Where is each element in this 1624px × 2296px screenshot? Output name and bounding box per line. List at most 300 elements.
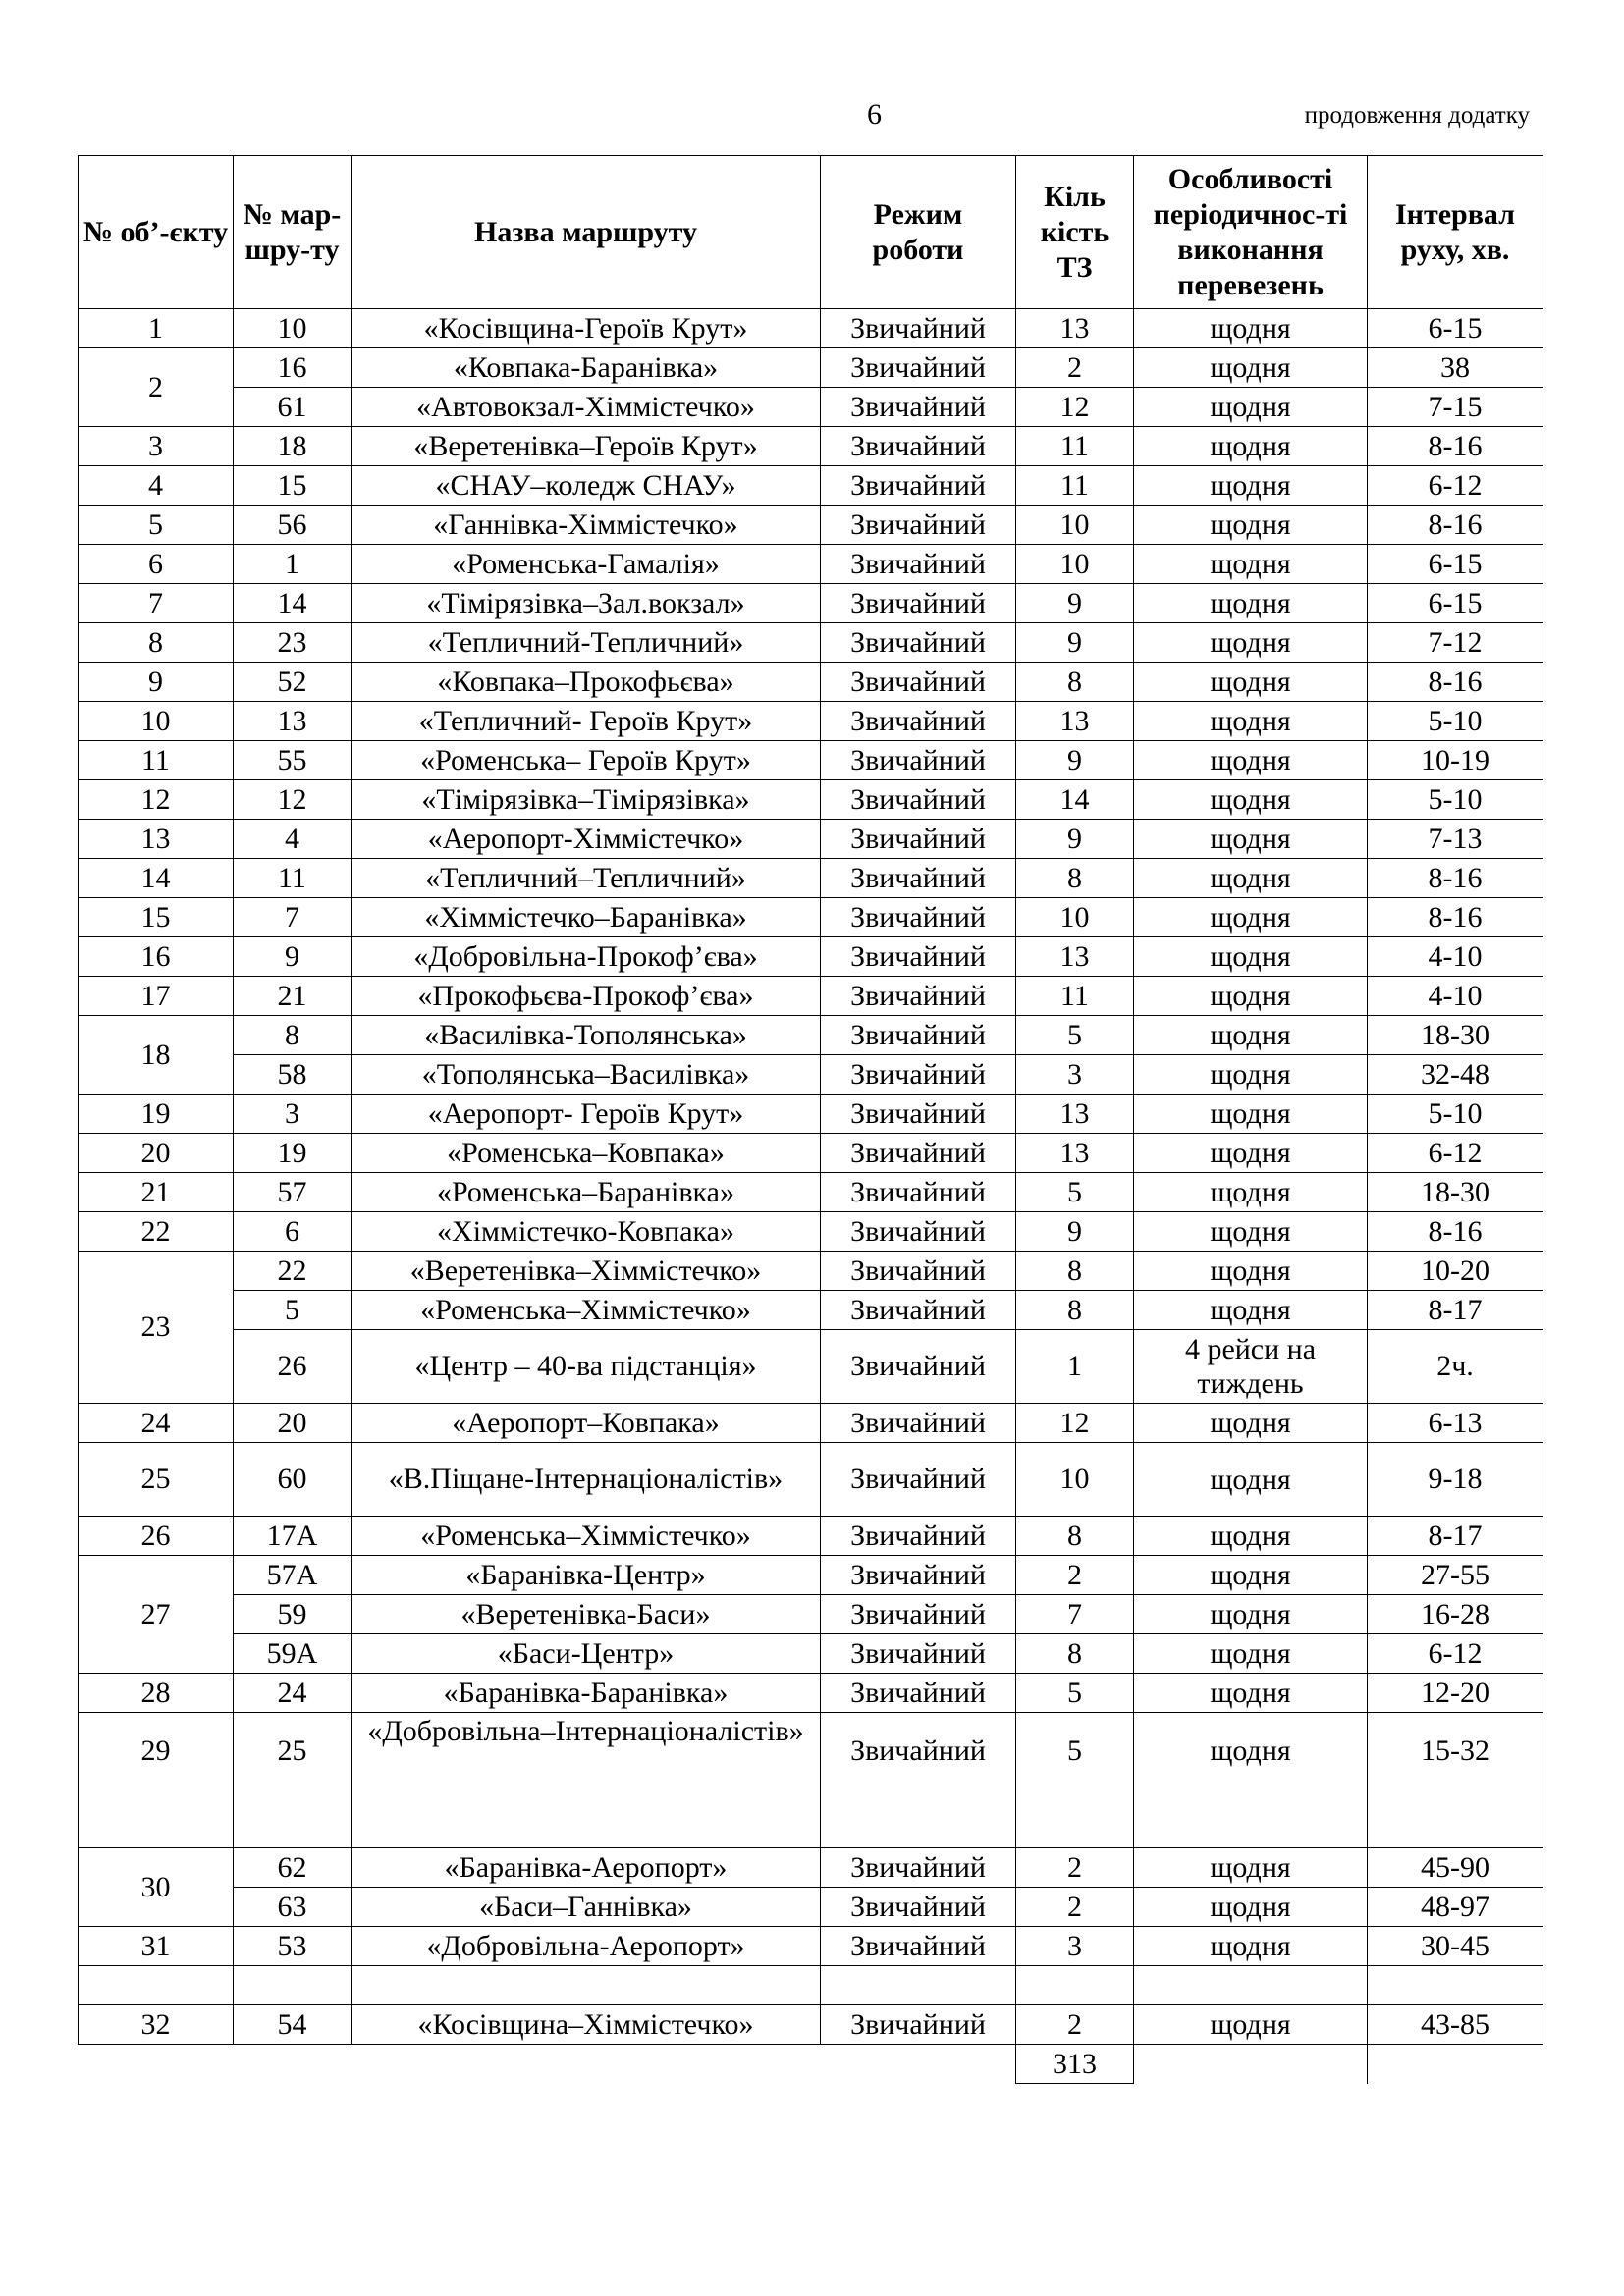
cell-vehicle-count: 13 — [1016, 937, 1134, 977]
table-row — [79, 506, 1543, 545]
table-row — [79, 780, 1543, 820]
cell-object-number: 20 — [79, 1134, 234, 1173]
cell-interval: 48-97 — [1368, 1888, 1543, 1927]
cell-route-name: «Хіммістечко-Ковпака» — [352, 1212, 821, 1252]
cell-route-name: «Роменська–Хіммістечко» — [352, 1517, 821, 1556]
cell-interval: 6-15 — [1368, 584, 1543, 623]
cell-interval: 16-28 — [1368, 1595, 1543, 1634]
cell-interval: 7-13 — [1368, 820, 1543, 859]
cell-interval: 6-12 — [1368, 1134, 1543, 1173]
cell-interval: 5-10 — [1368, 1095, 1543, 1134]
cell-work-mode: Звичайний — [821, 1713, 1016, 1848]
cell-route-number: 1 — [234, 545, 352, 584]
cell-periodicity: щодня — [1134, 1556, 1368, 1595]
cell-route-number: 5 — [234, 1291, 352, 1330]
cell-work-mode: Звичайний — [821, 1595, 1016, 1634]
table-row — [79, 388, 1543, 427]
cell-route-name: «Ганнівка-Хіммістечко» — [352, 506, 821, 545]
cell-vehicle-count: 8 — [1016, 859, 1134, 898]
cell-vehicle-count: 11 — [1016, 466, 1134, 506]
cell-route-number: 25 — [234, 1713, 352, 1848]
cell-interval: 6-15 — [1368, 545, 1543, 584]
cell-periodicity: щодня — [1134, 545, 1368, 584]
cell-periodicity: щодня — [1134, 1252, 1368, 1291]
table-body — [79, 309, 1543, 2084]
table-row — [79, 1212, 1543, 1252]
cell-periodicity: щодня — [1134, 1595, 1368, 1634]
cell-route-number: 15 — [234, 466, 352, 506]
cell-interval: 18-30 — [1368, 1016, 1543, 1055]
col-object-number: № об’-єкту — [79, 156, 234, 309]
cell-route-number: 21 — [234, 977, 352, 1016]
cell-periodicity: щодня — [1134, 1674, 1368, 1713]
table-row — [79, 1095, 1543, 1134]
cell-vehicle-count: 9 — [1016, 623, 1134, 663]
cell-interval: 4-10 — [1368, 937, 1543, 977]
cell-route-name: «Центр – 40-ва підстанція» — [352, 1330, 821, 1404]
cell-route-name: «Добровільна-Прокоф’єва» — [352, 937, 821, 977]
cell-route-number: 59А — [234, 1634, 352, 1674]
cell-route-number: 24 — [234, 1674, 352, 1713]
cell-route-name: «Баси–Ганнівка» — [352, 1888, 821, 1927]
cell-route-name: «Веретенівка–Героїв Крут» — [352, 427, 821, 466]
cell-vehicle-count: 14 — [1016, 780, 1134, 820]
cell-periodicity: щодня — [1134, 506, 1368, 545]
cell-vehicle-count: 13 — [1016, 1095, 1134, 1134]
cell-periodicity: щодня — [1134, 1016, 1368, 1055]
cell-vehicle-count: 13 — [1016, 702, 1134, 741]
cell-interval: 27-55 — [1368, 1556, 1543, 1595]
cell-work-mode: Звичайний — [821, 1252, 1016, 1291]
cell-periodicity: щодня — [1134, 1634, 1368, 1674]
cell-object-number: 1 — [79, 309, 234, 348]
cell-interval: 38 — [1368, 348, 1543, 388]
cell-object-number: 14 — [79, 859, 234, 898]
cell-periodicity: щодня — [1134, 741, 1368, 780]
cell-work-mode: Звичайний — [821, 348, 1016, 388]
cell-work-mode: Звичайний — [821, 937, 1016, 977]
cell-route-number: 11 — [234, 859, 352, 898]
table-row — [79, 545, 1543, 584]
table-row — [79, 1517, 1543, 1556]
table-row — [79, 466, 1543, 506]
cell-route-number: 10 — [234, 309, 352, 348]
cell-route-name — [352, 1966, 821, 2005]
table-row — [79, 702, 1543, 741]
table-row — [79, 1291, 1543, 1330]
cell-interval: 12-20 — [1368, 1674, 1543, 1713]
cell-vehicle-count: 9 — [1016, 820, 1134, 859]
cell-periodicity: щодня — [1134, 1713, 1368, 1848]
cell-vehicle-count: 10 — [1016, 1443, 1134, 1517]
cell-route-number: 60 — [234, 1443, 352, 1517]
cell-route-name: «Роменська-Гамалія» — [352, 545, 821, 584]
table-row — [79, 1888, 1543, 1927]
cell-periodicity: щодня — [1134, 1888, 1368, 1927]
cell-work-mode: Звичайний — [821, 1634, 1016, 1674]
cell-route-name: «Косівщина–Хіммістечко» — [352, 2005, 821, 2045]
table-row — [79, 1055, 1543, 1095]
table-header-row — [79, 156, 1543, 309]
col-route-number: № мар-шру-ту — [234, 156, 352, 309]
cell-periodicity: щодня — [1134, 2005, 1368, 2045]
cell-periodicity: щодня — [1134, 898, 1368, 937]
page-number: 6 — [867, 98, 882, 131]
cell-interval: 32-48 — [1368, 1055, 1543, 1095]
cell-interval: 8-16 — [1368, 427, 1543, 466]
cell-route-number: 22 — [234, 1252, 352, 1291]
cell-interval: 8-17 — [1368, 1517, 1543, 1556]
cell-object-number: 17 — [79, 977, 234, 1016]
cell-interval: 6-13 — [1368, 1404, 1543, 1443]
cell-object-number: 31 — [79, 1927, 234, 1966]
cell-route-name: «Тімірязівка–Тімірязівка» — [352, 780, 821, 820]
cell-work-mode: Звичайний — [821, 1330, 1016, 1404]
cell-periodicity: щодня — [1134, 1291, 1368, 1330]
cell-interval: 15-32 — [1368, 1713, 1543, 1848]
table-row — [79, 1252, 1543, 1291]
cell-vehicle-count: 13 — [1016, 1134, 1134, 1173]
cell-periodicity — [1134, 1966, 1368, 2005]
cell-route-name: «Роменська–Хіммістечко» — [352, 1291, 821, 1330]
cell-interval: 2ч. — [1368, 1330, 1543, 1404]
total-spacer — [352, 2045, 821, 2084]
cell-work-mode: Звичайний — [821, 780, 1016, 820]
cell-vehicle-count: 5 — [1016, 1713, 1134, 1848]
table-row — [79, 741, 1543, 780]
cell-route-name: «Веретенівка-Баси» — [352, 1595, 821, 1634]
cell-interval: 4-10 — [1368, 977, 1543, 1016]
cell-work-mode: Звичайний — [821, 859, 1016, 898]
cell-periodicity: щодня — [1134, 309, 1368, 348]
cell-object-number: 9 — [79, 663, 234, 702]
cell-work-mode: Звичайний — [821, 1095, 1016, 1134]
cell-work-mode: Звичайний — [821, 1556, 1016, 1595]
cell-route-name: «Роменська–Ковпака» — [352, 1134, 821, 1173]
table-row — [79, 859, 1543, 898]
col-work-mode: Режим роботи — [821, 156, 1016, 309]
cell-object-number: 21 — [79, 1173, 234, 1212]
cell-work-mode: Звичайний — [821, 1848, 1016, 1888]
cell-route-number: 13 — [234, 702, 352, 741]
cell-route-number: 9 — [234, 937, 352, 977]
cell-route-number: 20 — [234, 1404, 352, 1443]
cell-vehicle-count: 5 — [1016, 1674, 1134, 1713]
cell-object-number: 26 — [79, 1517, 234, 1556]
cell-work-mode: Звичайний — [821, 663, 1016, 702]
cell-route-number: 55 — [234, 741, 352, 780]
cell-route-number: 14 — [234, 584, 352, 623]
cell-work-mode: Звичайний — [821, 2005, 1016, 2045]
cell-interval: 5-10 — [1368, 780, 1543, 820]
cell-periodicity: щодня — [1134, 388, 1368, 427]
cell-interval: 18-30 — [1368, 1173, 1543, 1212]
cell-work-mode: Звичайний — [821, 898, 1016, 937]
cell-route-number: 57А — [234, 1556, 352, 1595]
cell-work-mode: Звичайний — [821, 702, 1016, 741]
total-spacer — [1134, 2045, 1368, 2084]
cell-object-number: 4 — [79, 466, 234, 506]
cell-object-number: 29 — [79, 1713, 234, 1848]
cell-work-mode: Звичайний — [821, 1016, 1016, 1055]
cell-vehicle-count — [1016, 1966, 1134, 2005]
table-row — [79, 1556, 1543, 1595]
cell-route-number: 12 — [234, 780, 352, 820]
table-row — [79, 1966, 1543, 2005]
cell-interval: 8-16 — [1368, 506, 1543, 545]
cell-object-number — [79, 1966, 234, 2005]
total-spacer — [79, 2045, 234, 2084]
col-periodicity: Особливості періодичнос-ті виконання перевезень — [1134, 156, 1368, 309]
table-row — [79, 1404, 1543, 1443]
cell-object-number: 2 — [79, 348, 234, 427]
cell-periodicity: щодня — [1134, 937, 1368, 977]
cell-work-mode: Звичайний — [821, 1443, 1016, 1517]
cell-route-name: «Тепличний-Тепличний» — [352, 623, 821, 663]
cell-route-name: «Баранівка-Центр» — [352, 1556, 821, 1595]
cell-periodicity: щодня — [1134, 1212, 1368, 1252]
cell-route-name: «Баси-Центр» — [352, 1634, 821, 1674]
col-vehicle-count: Кіль кість ТЗ — [1016, 156, 1134, 309]
cell-route-name: «Аеропорт- Героїв Крут» — [352, 1095, 821, 1134]
cell-route-number: 16 — [234, 348, 352, 388]
cell-object-number: 5 — [79, 506, 234, 545]
cell-work-mode: Звичайний — [821, 466, 1016, 506]
cell-route-name: «Ковпака–Прокофьєва» — [352, 663, 821, 702]
cell-route-name: «Тепличний- Героїв Крут» — [352, 702, 821, 741]
cell-work-mode: Звичайний — [821, 741, 1016, 780]
cell-periodicity: щодня — [1134, 1055, 1368, 1095]
cell-route-name: «Добровільна–Інтернаціоналістів» — [352, 1713, 821, 1848]
cell-work-mode: Звичайний — [821, 977, 1016, 1016]
cell-periodicity: щодня — [1134, 1134, 1368, 1173]
cell-route-name: «Ковпака-Баранівка» — [352, 348, 821, 388]
cell-route-name: «Баранівка-Аеропорт» — [352, 1848, 821, 1888]
cell-vehicle-count: 9 — [1016, 584, 1134, 623]
cell-route-name: «Автовокзал-Хіммістечко» — [352, 388, 821, 427]
cell-route-number: 4 — [234, 820, 352, 859]
cell-interval: 45-90 — [1368, 1848, 1543, 1888]
cell-work-mode: Звичайний — [821, 427, 1016, 466]
cell-periodicity: щодня — [1134, 1517, 1368, 1556]
cell-vehicle-count: 2 — [1016, 348, 1134, 388]
cell-interval — [1368, 1966, 1543, 2005]
cell-object-number: 23 — [79, 1252, 234, 1404]
cell-work-mode: Звичайний — [821, 309, 1016, 348]
cell-periodicity: щодня — [1134, 859, 1368, 898]
cell-vehicle-count: 2 — [1016, 2005, 1134, 2045]
total-spacer — [234, 2045, 352, 2084]
table-row — [79, 898, 1543, 937]
cell-vehicle-count: 2 — [1016, 1556, 1134, 1595]
cell-route-name: «Добровільна-Аеропорт» — [352, 1927, 821, 1966]
cell-route-number: 59 — [234, 1595, 352, 1634]
cell-interval: 6-12 — [1368, 1634, 1543, 1674]
cell-route-name: «Роменська–Баранівка» — [352, 1173, 821, 1212]
cell-route-name: «Аеропорт-Хіммістечко» — [352, 820, 821, 859]
table-row — [79, 1927, 1543, 1966]
cell-object-number: 22 — [79, 1212, 234, 1252]
cell-object-number: 27 — [79, 1556, 234, 1674]
cell-object-number: 15 — [79, 898, 234, 937]
cell-route-number: 17А — [234, 1517, 352, 1556]
total-spacer — [821, 2045, 1016, 2084]
cell-vehicle-count: 9 — [1016, 741, 1134, 780]
cell-vehicle-count: 8 — [1016, 663, 1134, 702]
cell-periodicity: щодня — [1134, 427, 1368, 466]
cell-object-number: 24 — [79, 1404, 234, 1443]
cell-interval: 8-16 — [1368, 898, 1543, 937]
cell-interval: 6-15 — [1368, 309, 1543, 348]
cell-route-number: 61 — [234, 388, 352, 427]
cell-route-number: 58 — [234, 1055, 352, 1095]
cell-interval: 10-20 — [1368, 1252, 1543, 1291]
cell-vehicle-count: 8 — [1016, 1291, 1134, 1330]
cell-route-number: 19 — [234, 1134, 352, 1173]
cell-route-name: «Хіммістечко–Баранівка» — [352, 898, 821, 937]
cell-route-name: «Аеропорт–Ковпака» — [352, 1404, 821, 1443]
cell-work-mode: Звичайний — [821, 1888, 1016, 1927]
cell-object-number: 10 — [79, 702, 234, 741]
col-interval: Інтервал руху, хв. — [1368, 156, 1543, 309]
cell-route-number: 52 — [234, 663, 352, 702]
cell-route-name: «Баранівка-Баранівка» — [352, 1674, 821, 1713]
cell-periodicity: щодня — [1134, 820, 1368, 859]
cell-route-name: «Прокофьєва-Прокоф’єва» — [352, 977, 821, 1016]
table-row — [79, 1016, 1543, 1055]
cell-vehicle-count: 9 — [1016, 1212, 1134, 1252]
cell-route-name: «Тімірязівка–Зал.вокзал» — [352, 584, 821, 623]
cell-route-name: «Косівщина-Героїв Крут» — [352, 309, 821, 348]
cell-vehicle-count: 10 — [1016, 545, 1134, 584]
cell-object-number: 30 — [79, 1848, 234, 1927]
cell-object-number: 19 — [79, 1095, 234, 1134]
table-row — [79, 1848, 1543, 1888]
cell-interval: 8-16 — [1368, 859, 1543, 898]
cell-object-number: 11 — [79, 741, 234, 780]
cell-periodicity: щодня — [1134, 623, 1368, 663]
cell-interval: 8-17 — [1368, 1291, 1543, 1330]
cell-vehicle-count: 8 — [1016, 1634, 1134, 1674]
cell-vehicle-count: 1 — [1016, 1330, 1134, 1404]
cell-interval: 10-19 — [1368, 741, 1543, 780]
routes-table — [78, 155, 1543, 2084]
cell-route-number: 3 — [234, 1095, 352, 1134]
cell-work-mode: Звичайний — [821, 388, 1016, 427]
cell-interval: 6-12 — [1368, 466, 1543, 506]
cell-route-number: 23 — [234, 623, 352, 663]
cell-work-mode: Звичайний — [821, 1212, 1016, 1252]
cell-object-number: 6 — [79, 545, 234, 584]
cell-object-number: 18 — [79, 1016, 234, 1095]
cell-object-number: 25 — [79, 1443, 234, 1517]
cell-work-mode: Звичайний — [821, 1291, 1016, 1330]
cell-work-mode: Звичайний — [821, 1927, 1016, 1966]
col-route-name: Назва маршруту — [352, 156, 821, 309]
cell-route-number: 62 — [234, 1848, 352, 1888]
table-row — [79, 937, 1543, 977]
cell-vehicle-count: 2 — [1016, 1848, 1134, 1888]
cell-interval: 43-85 — [1368, 2005, 1543, 2045]
table-row — [79, 427, 1543, 466]
table-row — [79, 348, 1543, 388]
cell-interval: 9-18 — [1368, 1443, 1543, 1517]
table-row — [79, 1595, 1543, 1634]
cell-vehicle-count: 3 — [1016, 1055, 1134, 1095]
cell-object-number: 8 — [79, 623, 234, 663]
cell-interval: 5-10 — [1368, 702, 1543, 741]
cell-work-mode: Звичайний — [821, 1674, 1016, 1713]
cell-periodicity: щодня — [1134, 466, 1368, 506]
table-row — [79, 1443, 1543, 1517]
cell-vehicle-count: 11 — [1016, 427, 1134, 466]
cell-periodicity: щодня — [1134, 1095, 1368, 1134]
cell-work-mode: Звичайний — [821, 506, 1016, 545]
table-row — [79, 623, 1543, 663]
cell-vehicle-count: 10 — [1016, 506, 1134, 545]
total-vehicle-count: 313 — [1016, 2045, 1134, 2084]
cell-route-number: 57 — [234, 1173, 352, 1212]
cell-object-number: 16 — [79, 937, 234, 977]
cell-route-number: 56 — [234, 506, 352, 545]
cell-work-mode: Звичайний — [821, 584, 1016, 623]
cell-work-mode: Звичайний — [821, 623, 1016, 663]
cell-object-number: 12 — [79, 780, 234, 820]
cell-periodicity: щодня — [1134, 1848, 1368, 1888]
cell-vehicle-count: 3 — [1016, 1927, 1134, 1966]
cell-interval: 7-12 — [1368, 623, 1543, 663]
cell-object-number: 13 — [79, 820, 234, 859]
cell-periodicity: щодня — [1134, 1927, 1368, 1966]
cell-vehicle-count: 7 — [1016, 1595, 1134, 1634]
cell-work-mode: Звичайний — [821, 1173, 1016, 1212]
cell-object-number: 3 — [79, 427, 234, 466]
cell-route-name: «СНАУ–коледж СНАУ» — [352, 466, 821, 506]
cell-route-number: 63 — [234, 1888, 352, 1927]
cell-vehicle-count: 8 — [1016, 1517, 1134, 1556]
cell-vehicle-count: 11 — [1016, 977, 1134, 1016]
cell-periodicity: щодня — [1134, 780, 1368, 820]
table-row — [79, 977, 1543, 1016]
cell-work-mode — [821, 1966, 1016, 2005]
table-row — [79, 820, 1543, 859]
cell-work-mode: Звичайний — [821, 1134, 1016, 1173]
cell-interval: 30-45 — [1368, 1927, 1543, 1966]
cell-route-name: «Тополянська–Василівка» — [352, 1055, 821, 1095]
cell-route-name: «Веретенівка–Хіммістечко» — [352, 1252, 821, 1291]
table-row — [79, 309, 1543, 348]
table-row — [79, 1634, 1543, 1674]
cell-interval: 8-16 — [1368, 1212, 1543, 1252]
cell-periodicity: щодня — [1134, 663, 1368, 702]
cell-periodicity: щодня — [1134, 1404, 1368, 1443]
cell-periodicity: щодня — [1134, 977, 1368, 1016]
cell-periodicity: щодня — [1134, 702, 1368, 741]
cell-object-number: 28 — [79, 1674, 234, 1713]
cell-vehicle-count: 2 — [1016, 1888, 1134, 1927]
cell-route-name: «В.Піщане-Інтернаціоналістів» — [352, 1443, 821, 1517]
cell-periodicity: щодня — [1134, 1443, 1368, 1517]
table-row — [79, 1330, 1543, 1404]
cell-work-mode: Звичайний — [821, 1055, 1016, 1095]
cell-periodicity: 4 рейси на тиждень — [1134, 1330, 1368, 1404]
total-spacer — [1368, 2045, 1543, 2084]
cell-vehicle-count: 10 — [1016, 898, 1134, 937]
cell-periodicity: щодня — [1134, 348, 1368, 388]
cell-interval: 8-16 — [1368, 663, 1543, 702]
total-row — [79, 2045, 1543, 2084]
table-row — [79, 1134, 1543, 1173]
